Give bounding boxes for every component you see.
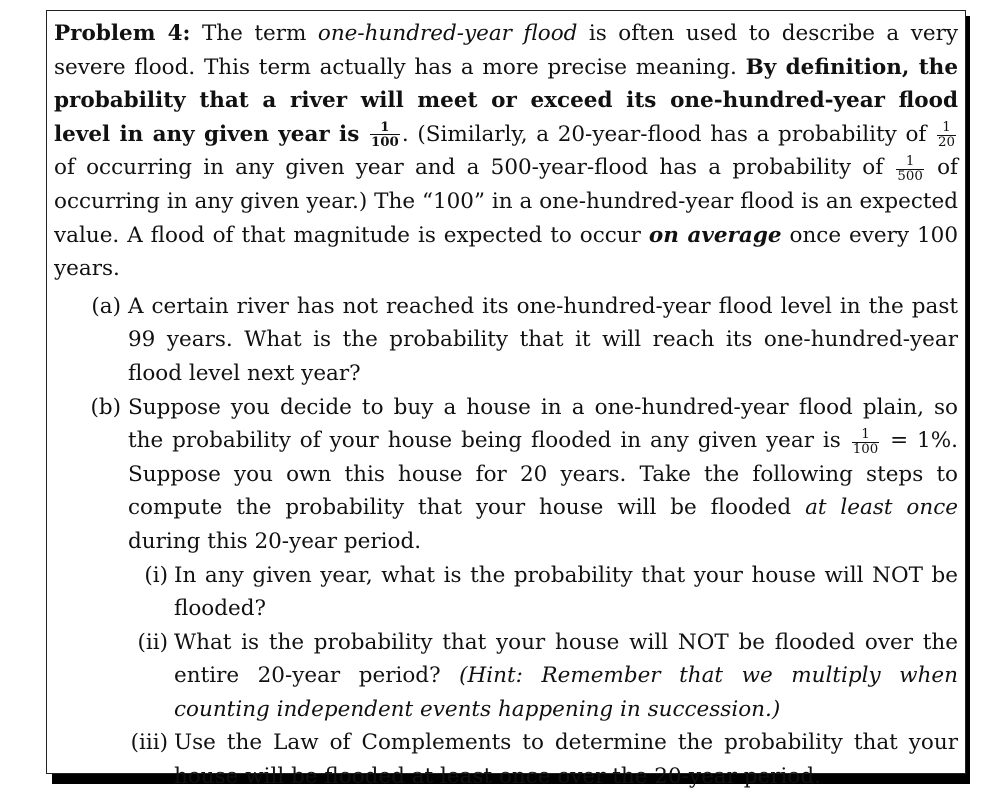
definition-bold: By definition, the probability that a river will meet or exceed its one-hundred-year flood level in any given year is: [54, 54, 958, 147]
fraction-denominator: 500: [897, 168, 923, 184]
part-b-text-1: Suppose you decide to buy a house in a one-hundred-year flood plain, so the probability of your house being flooded in any given year is: [128, 394, 958, 454]
subpart-iii: [128, 726, 958, 793]
problem-heading: Problem 4:: [54, 21, 191, 46]
problem-intro: [54, 17, 958, 286]
fraction-numerator: 1: [370, 120, 400, 135]
fraction-denominator: 20: [938, 135, 956, 151]
fraction-1-100: [370, 120, 400, 149]
problem-parts: [54, 290, 958, 794]
subpart-label: (iii): [130, 730, 168, 756]
subpart-ii-text: [174, 626, 958, 727]
part-label: (a): [91, 293, 121, 319]
subpart-i: [128, 559, 958, 626]
intro-text-3: . (Similarly, a 20-year-flood has a probability of: [401, 121, 927, 147]
fraction-denominator: 100: [371, 134, 399, 151]
at-least-once-italic: at least once: [805, 495, 958, 521]
fraction-numerator: 1: [896, 155, 923, 170]
fraction-numerator: 1: [937, 121, 956, 136]
subpart-label: (i): [144, 562, 168, 588]
intro-text-1: The term: [201, 21, 307, 46]
fraction-numerator: 1: [852, 428, 879, 443]
on-average-emphasis: on average: [648, 222, 782, 248]
fraction-1-100: [852, 428, 879, 457]
fraction-1-500: [896, 155, 923, 184]
problem-box: [46, 10, 966, 790]
part-b-text-3: during this 20-year period.: [128, 528, 422, 554]
intro-text-4: of occurring in any given year and a 500-year-flood has a probability of: [54, 155, 884, 181]
term-italic: one-hundred-year flood: [317, 21, 578, 46]
intro-text-6: once every 100 years.: [54, 222, 959, 282]
part-b-text-2: = 1%. Suppose you own this house for 20 years. Take the following steps to compute the probability that your house will be flooded: [128, 428, 958, 521]
part-b-text: [128, 391, 958, 559]
part-a: [54, 290, 958, 391]
subpart-ii: [128, 626, 958, 727]
subpart-i-text: In any given year, what is the probability that your house will NOT be flooded?: [174, 562, 958, 622]
intro-text-2: is often used to describe a very severe flood. This term actually has a more precise meaning.: [54, 21, 959, 80]
subpart-iii-text: Use the Law of Complements to determine the probability that your house will be flooded at least once over the 20-year period.: [174, 730, 958, 790]
part-a-text: A certain river has not reached its one-hundred-year flood level in the past 99 years. What is the probability that it will reach its one-hundred-year flood level next year?: [128, 293, 958, 386]
hint-italic: (Hint: Remember that we multiply when counting independent events happening in succession.): [174, 663, 958, 722]
subpart-ii-body: What is the probability that your house will NOT be flooded over the entire 20-year period?: [174, 629, 958, 689]
part-label: (b): [90, 394, 121, 420]
fraction-denominator: 100: [852, 441, 879, 457]
subpart-label: (ii): [137, 629, 168, 655]
intro-text-5: of occurring in any given year.) The “100” in a one-hundred-year flood is an expected value. A flood of that magnitude is expected to occur: [54, 155, 958, 248]
part-b: [54, 391, 958, 559]
fraction-1-20: [937, 121, 956, 150]
